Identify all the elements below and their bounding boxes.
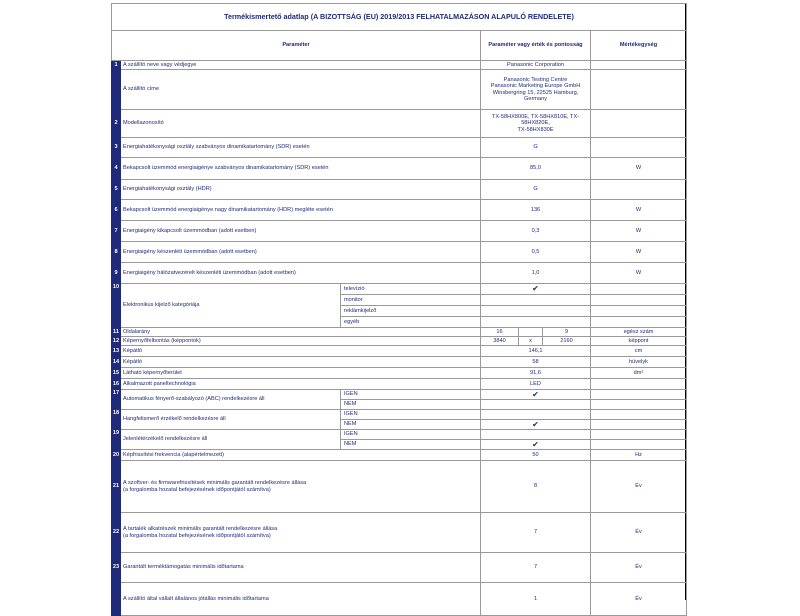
table-row bbox=[112, 513, 687, 553]
table-row bbox=[112, 70, 687, 110]
row-label: Energiahatékonysági osztály szabványos dinamikatartomány (SDR) esetén bbox=[121, 138, 481, 158]
table-row bbox=[112, 337, 687, 346]
row-unit: W bbox=[591, 242, 687, 263]
row-label: Energiaigény kikapcsolt üzemmódban (adott esetben) bbox=[121, 221, 481, 242]
row-label: Képernyőfelbontás (képpontok) bbox=[121, 337, 481, 346]
row-number: 9 bbox=[112, 263, 121, 284]
row-number: 22 bbox=[112, 513, 121, 553]
row-label: Hangfelismerő érzékelő rendelkezésre áll bbox=[121, 410, 341, 430]
row-label-line: A szoftver- és firmwarefrissítések minimális garantált rendelkezésre állása bbox=[123, 480, 307, 487]
table-row bbox=[112, 221, 687, 242]
row-unit bbox=[591, 61, 687, 70]
option-value bbox=[481, 317, 591, 328]
row-value bbox=[481, 70, 591, 110]
row-value: 91,6 bbox=[481, 368, 591, 379]
row-unit bbox=[591, 430, 687, 440]
row-unit bbox=[591, 284, 687, 295]
option-value bbox=[481, 430, 591, 440]
row-number-text: 10 bbox=[112, 284, 120, 290]
row-unit: Év bbox=[591, 461, 687, 513]
row-label: Modellazonosító bbox=[121, 110, 481, 138]
option-label: reklámkijelző bbox=[341, 306, 481, 317]
row-value: 8 bbox=[481, 461, 591, 513]
row-unit: hüvelyk bbox=[591, 357, 687, 368]
option-value bbox=[481, 410, 591, 420]
row-number-text: 19 bbox=[112, 430, 120, 436]
row-label: Garantált terméktámogatás minimális időtartama bbox=[121, 553, 481, 583]
row-label: Energiaigény hálózatvezérelt készenléti üzemmódban (adott esetben) bbox=[121, 263, 481, 284]
row-unit: W bbox=[591, 200, 687, 221]
row-value: 0,3 bbox=[481, 221, 591, 242]
row-number: 2 bbox=[112, 110, 121, 138]
row-unit: Év bbox=[591, 553, 687, 583]
row-unit: cm bbox=[591, 346, 687, 357]
option-value bbox=[481, 306, 591, 317]
table-row bbox=[112, 61, 687, 70]
row-unit bbox=[591, 295, 687, 306]
row-value: 1,0 bbox=[481, 263, 591, 284]
row-value: 0,5 bbox=[481, 242, 591, 263]
row-label: Bekapcsolt üzemmód energiaigénye szabványos dinamikatartomány (SDR) esetén bbox=[121, 158, 481, 180]
row-label: Energiaigény készenléti üzemmódban (adott esetben) bbox=[121, 242, 481, 263]
option-label: televízió bbox=[341, 284, 481, 295]
row-value-b: 9 bbox=[543, 328, 591, 337]
row-label: Automatikus fényerő-szabályozó (ABC) rendelkezésre áll bbox=[121, 390, 341, 410]
table-row bbox=[112, 583, 687, 616]
product-information-sheet-table bbox=[111, 3, 687, 616]
row-number: 3 bbox=[112, 138, 121, 158]
row-number: 5 bbox=[112, 180, 121, 200]
row-label: Képátló bbox=[121, 346, 481, 357]
row-value: 50 bbox=[481, 450, 591, 461]
header-value: Paraméter vagy érték és pontosság bbox=[481, 31, 591, 61]
row-value-sep: x bbox=[519, 337, 543, 346]
row-unit bbox=[591, 138, 687, 158]
row-label: Elektronikus kijelző kategóriája bbox=[121, 284, 341, 328]
row-label-line: (a forgalomba hozatal befejezésének időpontjától számítva) bbox=[123, 532, 271, 539]
table-row bbox=[112, 430, 687, 440]
row-number: 23 bbox=[112, 553, 121, 583]
row-unit bbox=[591, 400, 687, 410]
row-value-sep bbox=[519, 328, 543, 337]
row-value-a: 3840 bbox=[481, 337, 519, 346]
header-parameter: Paraméter bbox=[112, 31, 481, 61]
row-number: 21 bbox=[112, 461, 121, 513]
row-number: 20 bbox=[112, 450, 121, 461]
option-value bbox=[481, 295, 591, 306]
table-row bbox=[112, 553, 687, 583]
table-row bbox=[112, 346, 687, 357]
table-row bbox=[112, 158, 687, 180]
row-value: G bbox=[481, 180, 591, 200]
row-value: 1 bbox=[481, 583, 591, 616]
row-number: 1 bbox=[112, 61, 121, 70]
row-unit bbox=[591, 390, 687, 400]
table-row bbox=[112, 368, 687, 379]
table-row bbox=[112, 410, 687, 420]
row-value: 7 bbox=[481, 513, 591, 553]
model-line: TX-58HX830E bbox=[517, 126, 554, 133]
row-unit: Hz bbox=[591, 450, 687, 461]
check-icon: ✔ bbox=[481, 440, 591, 450]
row-value: 7 bbox=[481, 553, 591, 583]
address-line: Panasonic Marketing Europe GmbH bbox=[490, 83, 581, 90]
row-value: 136 bbox=[481, 200, 591, 221]
option-value bbox=[481, 400, 591, 410]
row-number bbox=[112, 583, 121, 616]
row-label: Oldalarány bbox=[121, 328, 481, 337]
row-label: A szállító által vállalt általános jótállás minimális időtartama bbox=[121, 583, 481, 616]
no-label: NEM bbox=[341, 420, 481, 430]
row-unit bbox=[591, 420, 687, 430]
table-row bbox=[112, 263, 687, 284]
row-label: Jelenlétérzékelő rendelkezésre áll bbox=[121, 430, 341, 450]
row-unit bbox=[591, 306, 687, 317]
row-value: LED bbox=[481, 379, 591, 390]
row-number: 11 bbox=[113, 328, 119, 335]
row-unit bbox=[591, 180, 687, 200]
header-row bbox=[112, 31, 687, 61]
row-value: G bbox=[481, 138, 591, 158]
row-number bbox=[112, 430, 121, 450]
row-value: Panasonic Corporation bbox=[481, 61, 591, 70]
row-number-text: 18 bbox=[112, 410, 120, 416]
row-number-text: 17 bbox=[112, 390, 120, 396]
row-value bbox=[481, 110, 591, 138]
table-row bbox=[112, 328, 687, 337]
row-label bbox=[121, 461, 481, 513]
option-label: monitor bbox=[341, 295, 481, 306]
row-value-b: 2160 bbox=[543, 337, 591, 346]
row-value: 58 bbox=[481, 357, 591, 368]
check-icon: ✔ bbox=[481, 420, 591, 430]
no-label: NEM bbox=[341, 440, 481, 450]
table-row bbox=[112, 110, 687, 138]
row-unit bbox=[591, 317, 687, 328]
table-row bbox=[112, 461, 687, 513]
row-unit bbox=[591, 410, 687, 420]
address-line: Panasonic Testing Centre bbox=[503, 76, 568, 83]
row-label bbox=[121, 513, 481, 553]
row-value-a: 16 bbox=[481, 328, 519, 337]
row-value: 85,0 bbox=[481, 158, 591, 180]
row-label-line: (a forgalomba hozatal befejezésének időpontjától számítva) bbox=[123, 486, 271, 493]
row-unit: Év bbox=[591, 513, 687, 553]
row-number: 8 bbox=[112, 242, 121, 263]
table-row bbox=[112, 138, 687, 158]
table-row bbox=[112, 390, 687, 400]
table-row bbox=[112, 379, 687, 390]
row-label: Látható képernyőterület bbox=[121, 368, 481, 379]
row-label: Képfrissítési frekvencia (alapértelmezett) bbox=[121, 450, 481, 461]
row-number bbox=[112, 390, 121, 410]
table-row bbox=[112, 242, 687, 263]
row-unit: W bbox=[591, 158, 687, 180]
row-number: 12 bbox=[112, 337, 120, 344]
row-value: 146,1 bbox=[481, 346, 591, 357]
row-label: Bekapcsolt üzemmód energiaigénye nagy dinamikatartomány (HDR) megléte esetén bbox=[121, 200, 481, 221]
row-unit bbox=[591, 440, 687, 450]
row-label: Képátló bbox=[121, 357, 481, 368]
table-row bbox=[112, 200, 687, 221]
row-label: A szállító címe bbox=[121, 70, 481, 110]
row-unit bbox=[591, 110, 687, 138]
row-unit bbox=[591, 379, 687, 390]
row-number bbox=[112, 70, 121, 110]
row-label: Alkalmazott paneltechnológia bbox=[121, 379, 481, 390]
row-number: 4 bbox=[112, 158, 121, 180]
row-number: 16 bbox=[112, 379, 121, 390]
check-icon: ✔ bbox=[481, 390, 591, 400]
row-number: 7 bbox=[112, 221, 121, 242]
row-label-line: A tartalék alkatrészek minimális garantált rendelkezésre állása bbox=[123, 526, 278, 533]
table-row bbox=[112, 180, 687, 200]
sheet-title: Termékismertető adatlap (A BIZOTTSÁG (EU) 2019/2013 FELHATALMAZÁSON ALAPULÓ RENDELETE) bbox=[112, 4, 687, 31]
row-unit: W bbox=[591, 263, 687, 284]
row-unit: Év bbox=[591, 583, 687, 616]
table-row bbox=[112, 450, 687, 461]
yes-label: IGEN bbox=[341, 430, 481, 440]
yes-label: IGEN bbox=[341, 390, 481, 400]
row-label: Energiahatékonysági osztály (HDR) bbox=[121, 180, 481, 200]
check-icon: ✔ bbox=[481, 284, 591, 295]
row-unit: W bbox=[591, 221, 687, 242]
row-label: A szállító neve vagy védjegye bbox=[121, 61, 481, 70]
row-number bbox=[112, 284, 121, 328]
row-unit bbox=[591, 70, 687, 110]
row-number: 15 bbox=[112, 368, 121, 379]
row-number bbox=[112, 410, 121, 430]
table-row bbox=[112, 357, 687, 368]
row-number: 13 bbox=[112, 346, 121, 357]
model-line: TX-58HX800E, TX-58HX810E, TX-58HX820E, bbox=[491, 113, 580, 127]
row-number: 14 bbox=[112, 357, 121, 368]
header-unit: Mértékegység bbox=[591, 31, 687, 61]
address-line: Winsbergring 15, 22525 Hamburg, Germany bbox=[492, 89, 579, 102]
row-unit: dm² bbox=[591, 368, 687, 379]
row-unit: képpont bbox=[591, 337, 687, 346]
table-row bbox=[112, 284, 687, 295]
option-label: egyéb bbox=[341, 317, 481, 328]
no-label: NEM bbox=[341, 400, 481, 410]
title-row bbox=[112, 4, 687, 31]
row-number: 6 bbox=[112, 200, 121, 221]
yes-label: IGEN bbox=[341, 410, 481, 420]
row-unit: egész szám bbox=[591, 328, 687, 337]
